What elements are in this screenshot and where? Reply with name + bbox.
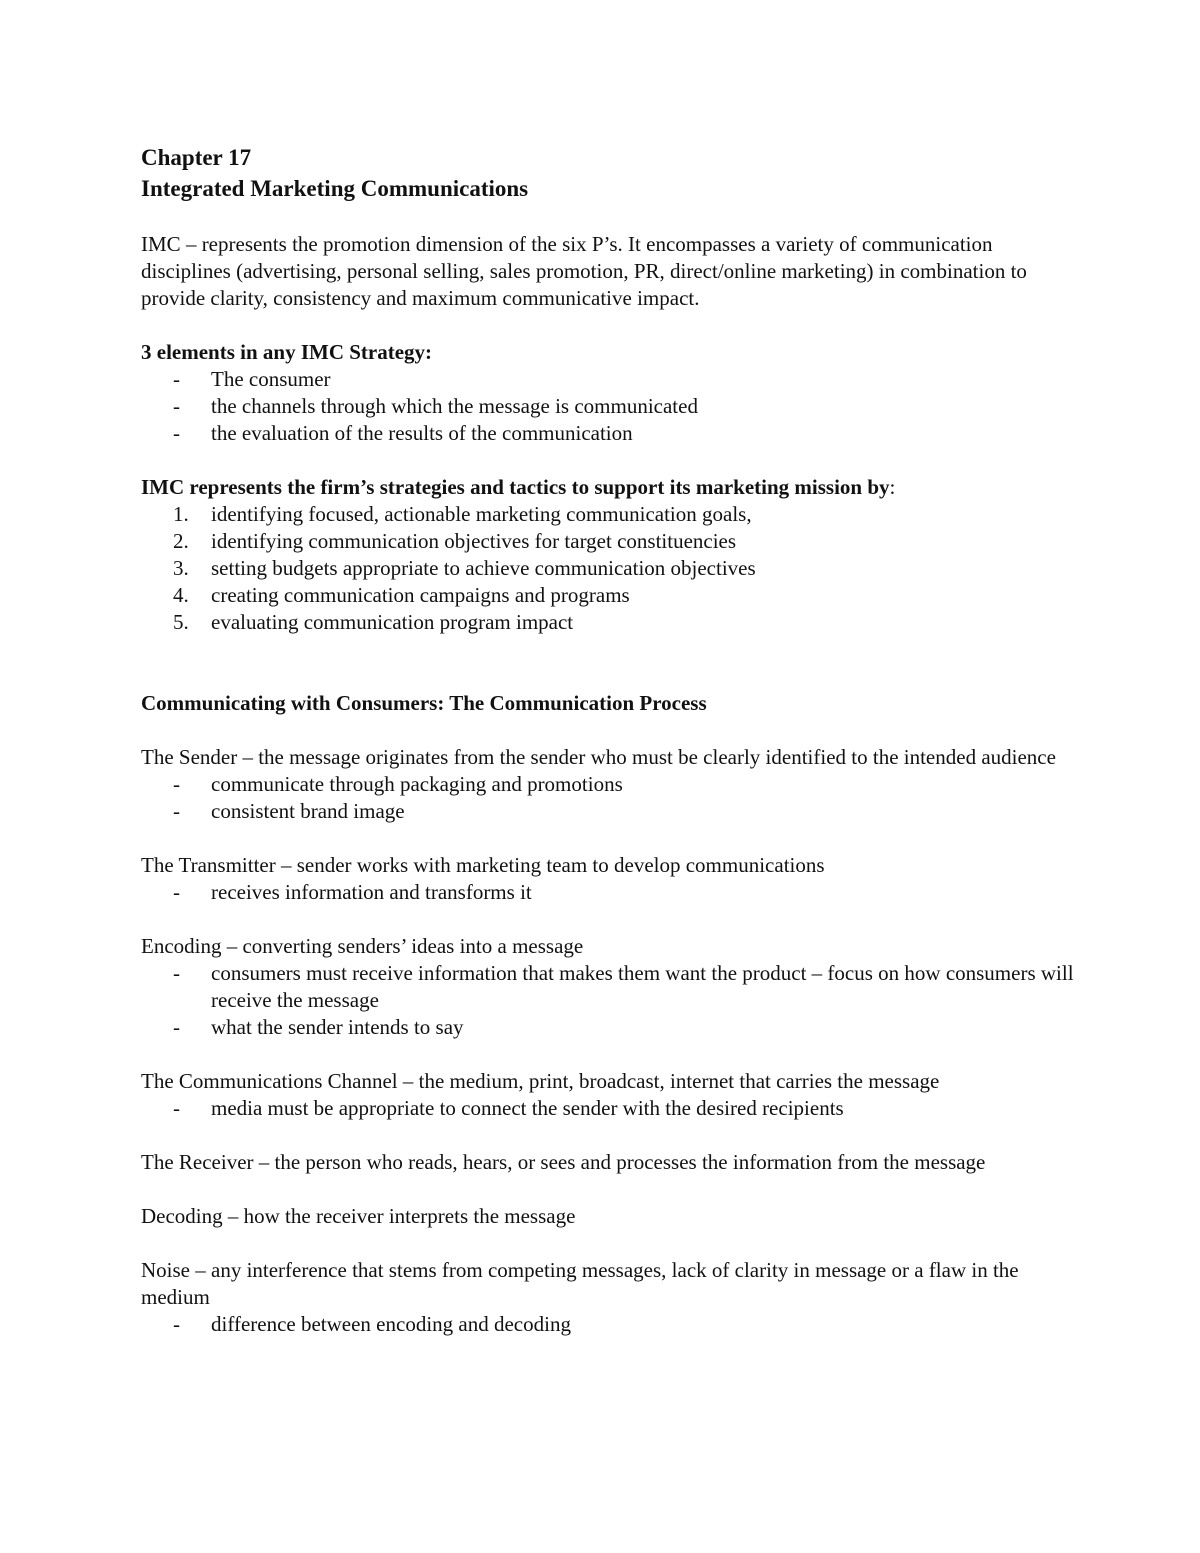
bullet-dash: - bbox=[173, 880, 180, 904]
bullet-dash: - bbox=[173, 394, 180, 418]
encoding-list bbox=[141, 960, 1081, 1041]
transmitter-definition: The Transmitter – sender works with marketing team to develop communications bbox=[141, 853, 825, 877]
strategies-list bbox=[141, 501, 1081, 636]
bullet-dash: - bbox=[173, 961, 180, 985]
list-item-text: identifying focused, actionable marketing communication goals, bbox=[211, 502, 752, 526]
list-item bbox=[141, 798, 1081, 825]
list-item-text: The consumer bbox=[211, 367, 331, 391]
list-item-text: the evaluation of the results of the communication bbox=[211, 421, 633, 445]
list-item bbox=[141, 501, 1081, 528]
strategies-colon: : bbox=[889, 475, 896, 499]
imc-term: IMC bbox=[141, 232, 181, 256]
bullet-dash: - bbox=[173, 1312, 180, 1336]
list-item bbox=[141, 1311, 1081, 1338]
channel-definition: The Communications Channel – the medium, print, broadcast, internet that carries the message bbox=[141, 1069, 940, 1093]
list-item-text: communicate through packaging and promotions bbox=[211, 772, 623, 796]
bullet-dash: - bbox=[173, 367, 180, 391]
list-item-text: what the sender intends to say bbox=[211, 1015, 464, 1039]
list-item-text: evaluating communication program impact bbox=[211, 610, 574, 634]
list-item-text: setting budgets appropriate to achieve communication objectives bbox=[211, 556, 756, 580]
chapter-number: Chapter 17 bbox=[141, 145, 252, 170]
list-item bbox=[141, 609, 1081, 636]
list-item-text: the channels through which the message is communicated bbox=[211, 394, 698, 418]
list-item bbox=[141, 366, 1081, 393]
list-item-text: identifying communication objectives for target constituencies bbox=[211, 529, 737, 553]
list-item-text: consumers must receive information that makes them want the product – focus on how consumers will receive the message bbox=[211, 961, 1074, 1012]
decoding-definition: Decoding – how the receiver interprets the message bbox=[141, 1204, 576, 1228]
list-number: 4. bbox=[173, 583, 189, 607]
sender-definition: The Sender – the message originates from the sender who must be clearly identified to the intended audience bbox=[141, 745, 1056, 769]
list-item bbox=[141, 960, 1081, 1014]
list-item bbox=[141, 555, 1081, 582]
list-item bbox=[141, 1014, 1081, 1041]
list-number: 5. bbox=[173, 610, 189, 634]
elements-heading: 3 elements in any IMC Strategy: bbox=[141, 340, 433, 364]
list-item-text: creating communication campaigns and programs bbox=[211, 583, 630, 607]
bullet-dash: - bbox=[173, 1096, 180, 1120]
list-item bbox=[141, 528, 1081, 555]
document-page bbox=[141, 142, 1081, 1338]
list-item bbox=[141, 393, 1081, 420]
bullet-dash: - bbox=[173, 772, 180, 796]
transmitter-list bbox=[141, 879, 1081, 906]
strategies-heading-line bbox=[141, 474, 1081, 501]
list-item-text: receives information and transforms it bbox=[211, 880, 532, 904]
list-item bbox=[141, 582, 1081, 609]
imc-definition-text: – represents the promotion dimension of the six P’s. It encompasses a variety of communication disciplines (advertising, personal selling, sales promotion, PR, direct/online marketing) in combination to provide clarity, consistency and maximum communicative impact. bbox=[141, 232, 1027, 310]
list-number: 3. bbox=[173, 556, 189, 580]
bullet-dash: - bbox=[173, 1015, 180, 1039]
imc-definition bbox=[141, 231, 1081, 312]
noise-list bbox=[141, 1311, 1081, 1338]
list-number: 2. bbox=[173, 529, 189, 553]
channel-list bbox=[141, 1095, 1081, 1122]
list-item-text: difference between encoding and decoding bbox=[211, 1312, 571, 1336]
list-item bbox=[141, 420, 1081, 447]
noise-definition: Noise – any interference that stems from competing messages, lack of clarity in message or a flaw in the medium bbox=[141, 1258, 1019, 1309]
chapter-title: Integrated Marketing Communications bbox=[141, 176, 529, 201]
list-item bbox=[141, 1095, 1081, 1122]
elements-list bbox=[141, 366, 1081, 447]
sender-list bbox=[141, 771, 1081, 825]
list-item-text: consistent brand image bbox=[211, 799, 405, 823]
list-item bbox=[141, 771, 1081, 798]
list-item bbox=[141, 879, 1081, 906]
process-heading: Communicating with Consumers: The Communication Process bbox=[141, 691, 707, 715]
encoding-definition: Encoding – converting senders’ ideas into a message bbox=[141, 934, 584, 958]
receiver-definition: The Receiver – the person who reads, hears, or sees and processes the information from the message bbox=[141, 1150, 986, 1174]
bullet-dash: - bbox=[173, 799, 180, 823]
list-number: 1. bbox=[173, 502, 189, 526]
bullet-dash: - bbox=[173, 421, 180, 445]
list-item-text: media must be appropriate to connect the sender with the desired recipients bbox=[211, 1096, 844, 1120]
strategies-heading: IMC represents the firm’s strategies and tactics to support its marketing mission by bbox=[141, 475, 890, 499]
